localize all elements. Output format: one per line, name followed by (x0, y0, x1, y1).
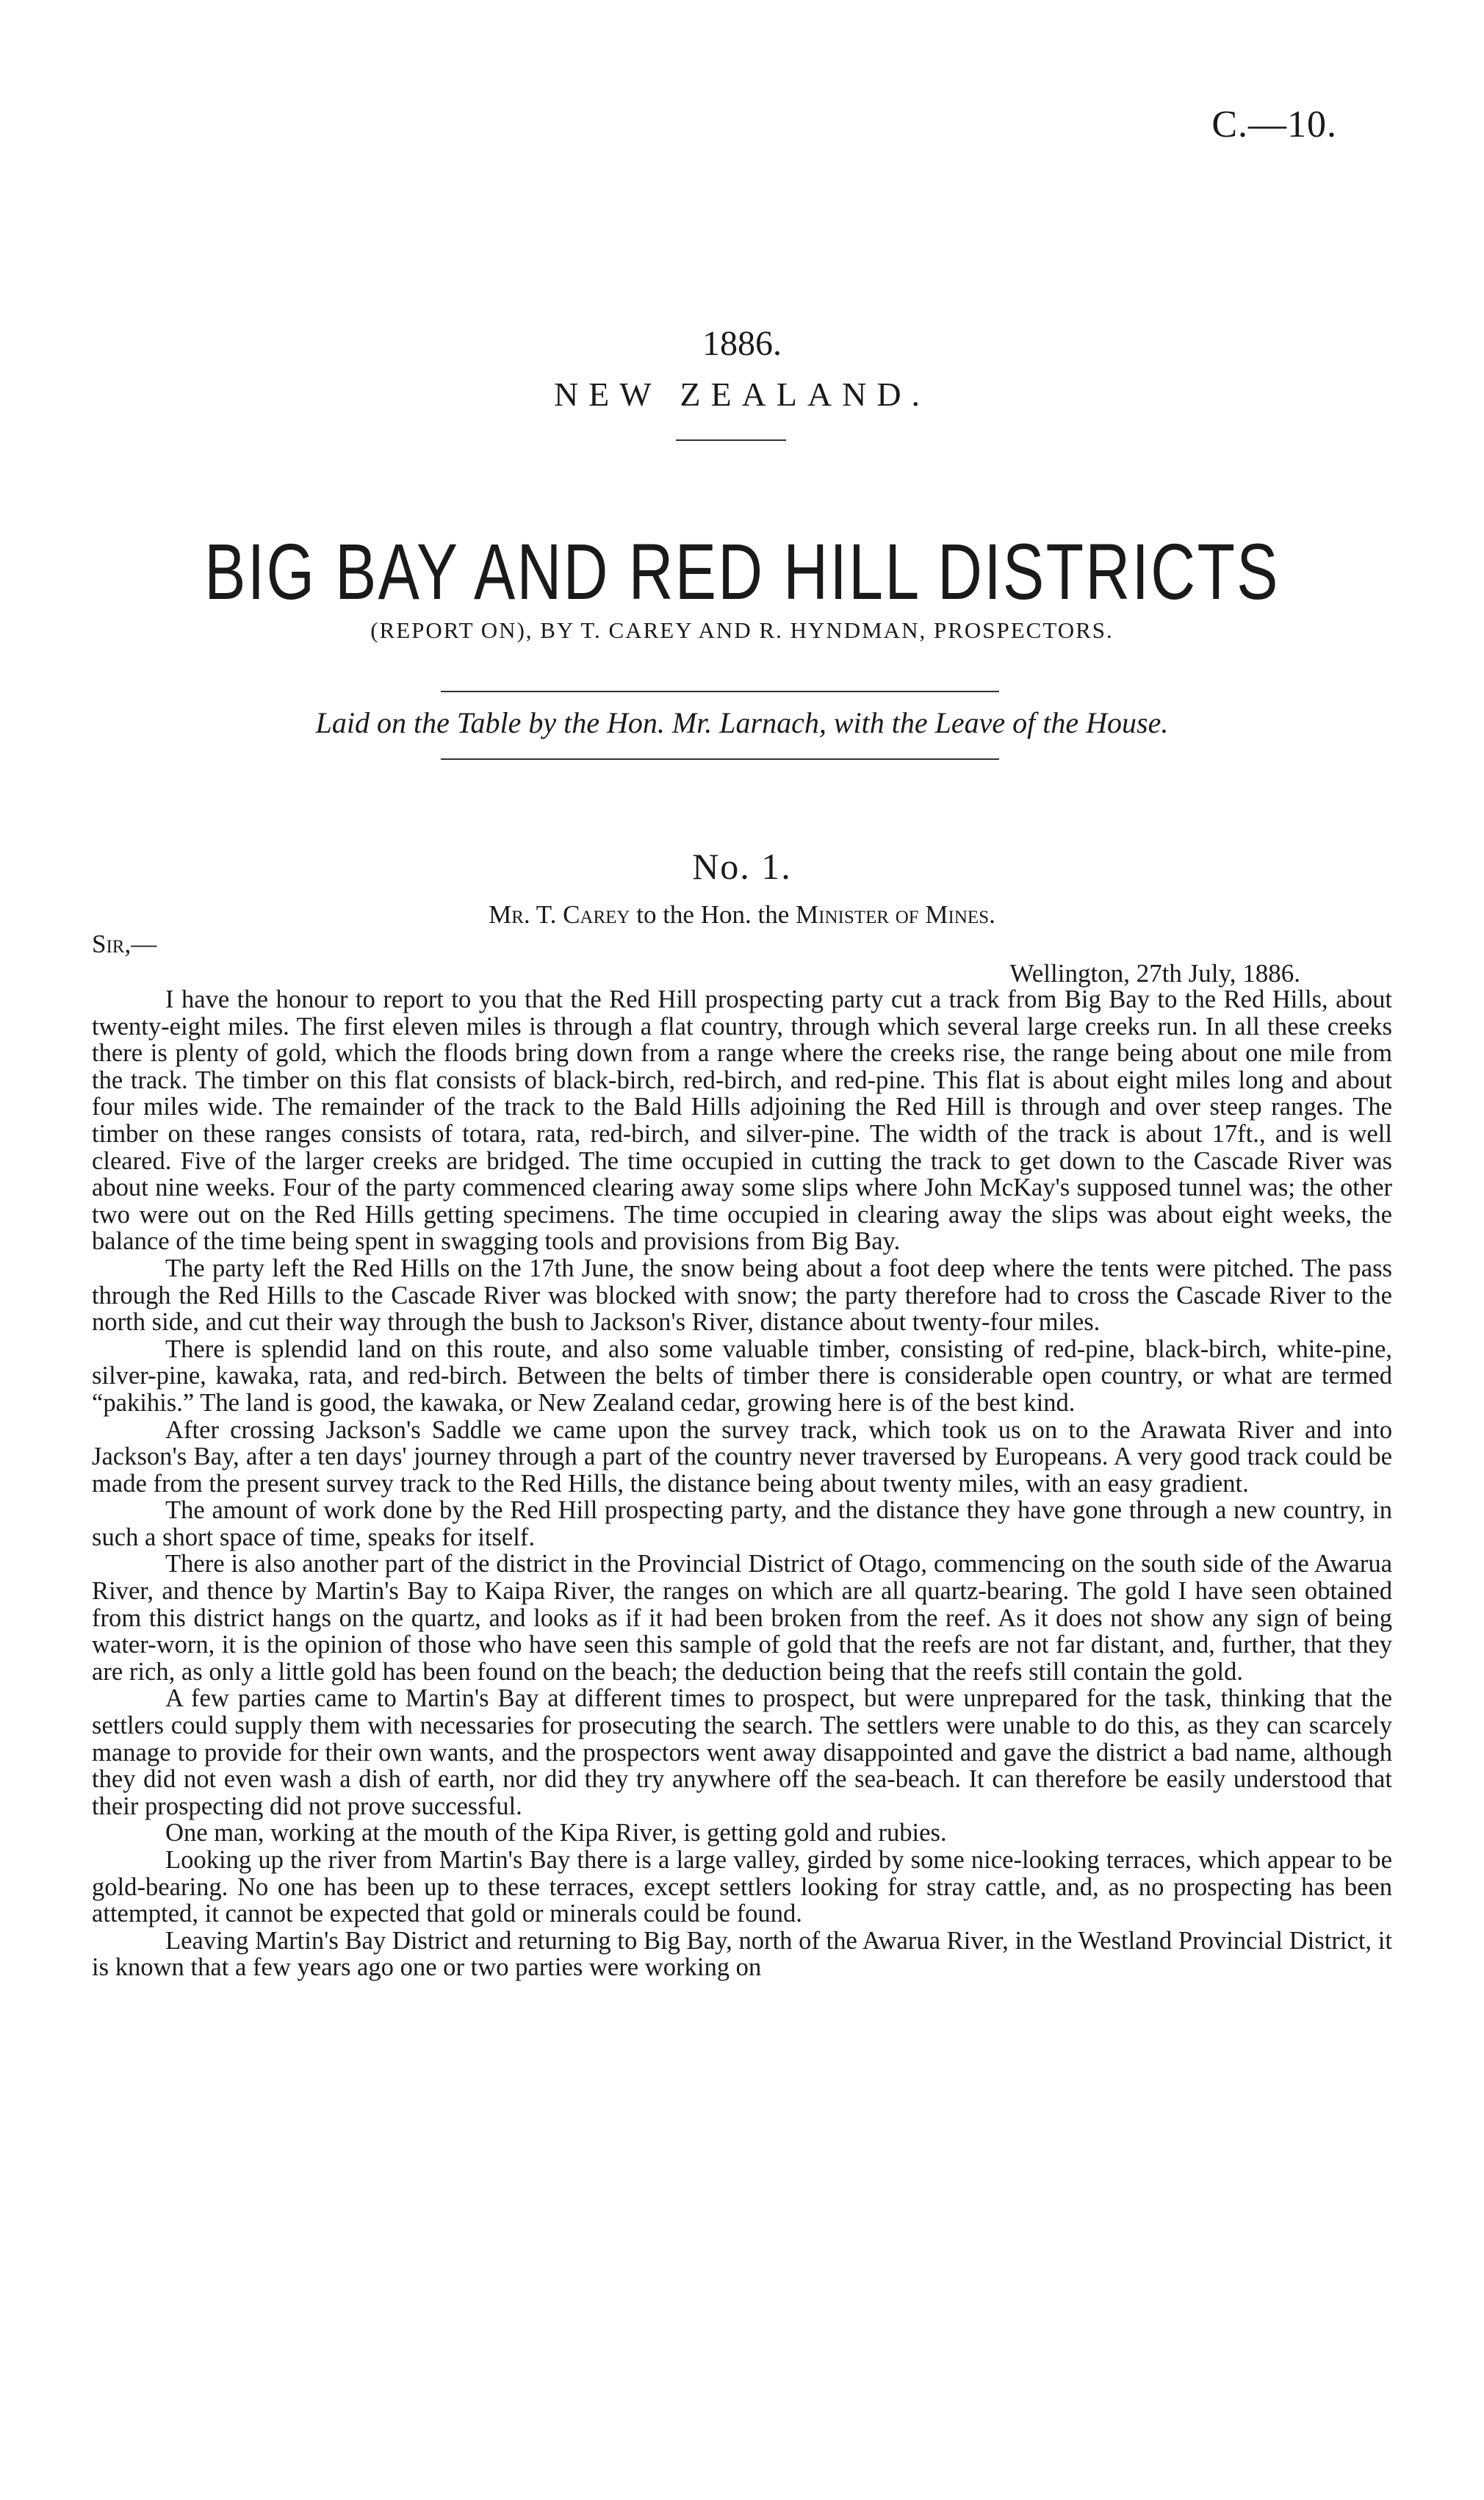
salutation: Sir,— (92, 930, 157, 958)
paragraph: The amount of work done by the Red Hill prospecting party, and the distance they have gone through a new country, in such a short space of time, speaks for itself. (92, 1496, 1392, 1551)
section-number: No. 1. (692, 846, 792, 887)
paragraph: There is also another part of the district in the Provincial District of Otago, commencing on the south side of the Awarua River, and thence by Martin's Bay to Kaipa River, the ranges on which are all quartz-bearing. The gold I have seen obtained from this district hangs on the quartz, and looks as if it had been broken from the reef. As it does not show any sign of being water-worn, it is the opinion of those who have seen this sample of gold that the reefs are not far distant, and, further, that they are rich, as only a little gold has been found on the beach; the deduction being that the reefs still contain the gold. (92, 1550, 1392, 1686)
dateline: Wellington, 27th July, 1886. (1009, 959, 1300, 988)
paragraph: A few parties came to Martin's Bay at different times to prospect, but were unprepared for the task, thinking that the settlers could supply them with necessaries for prosecuting the search. The settlers were unable to do this, as they can scarcely manage to provide for their own wants, and the prospectors went away disappointed and gave the district a bad name, although they did not even wash a dish of earth, nor did they try anywhere off the sea-beach. It can therefore be easily understood that their prospecting did not prove successful. (92, 1684, 1392, 1820)
document-year: 1886. (702, 324, 782, 363)
divider-bottom (441, 758, 999, 760)
letter-sender: Mr. T. Carey (489, 900, 630, 929)
paragraph: I have the honour to report to you that the Red Hill prospecting party cut a track from Big Bay to the Red Hills, about twenty-eight miles. The first eleven miles is through a flat country, through which several large creeks run. In all these creeks there is plenty of gold, which the floods bring down from a range where the creeks rise, the range being about one mile from the track. The timber on this flat consists of black-birch, red-birch, and red-pine. This flat is about eight miles long and about four miles wide. The remainder of the track to the Bald Hills adjoining the Red Hill is through and over steep ranges. The timber on these ranges consists of totara, rata, red-birch, and silver-pine. The width of the track is about 17ft., and is well cleared. Five of the larger creeks are bridged. The time occupied in cutting the track to get down to the Cascade River was about nine weeks. Four of the party commenced clearing away some slips where John McKay's supposed tunnel was; the other two were out on the Red Hills getting specimens. The time occupied in clearing away the slips was about eight weeks, the balance of the time being spent in swagging tools and provisions from Big Bay. (92, 985, 1392, 1256)
letter-body (92, 986, 1392, 1981)
paragraph: After crossing Jackson's Saddle we came upon the survey track, which took us on to the Arawata River and into Jackson's Bay, after a ten days' journey through a part of the country never traversed by Europeans. A very good track could be made from the present survey track to the Red Hills, the distance being about twenty miles, with an easy gradient. (92, 1415, 1392, 1498)
divider-top (441, 691, 999, 692)
laid-on-table-note: Laid on the Table by the Hon. Mr. Larnach, with the Leave of the House. (315, 706, 1169, 739)
letter-connector: to the Hon. the (636, 900, 790, 929)
letter-heading (0, 900, 1484, 930)
parliamentary-paper-reference: C.—10. (1211, 104, 1337, 146)
paragraph: Looking up the river from Martin's Bay there is a large valley, girded by some nice-looking terraces, which appear to be gold-bearing. No one has been up to these terraces, except settlers looking for stray cattle, and, as no prospecting has been attempted, it cannot be expected that gold or minerals could be found. (92, 1846, 1392, 1928)
paragraph: One man, working at the mouth of the Kipa River, is getting gold and rubies. (165, 1819, 947, 1847)
paragraph: The party left the Red Hills on the 17th June, the snow being about a foot deep where the tents were pitched. The pass through the Red Hills to the Cascade River was blocked with snow; the party therefore had to cross the Cascade River to the north side, and cut their way through the bush to Jackson's River, distance about twenty-four miles. (92, 1254, 1392, 1337)
document-title: BIG BAY AND RED HILL DISTRICTS (204, 527, 1280, 616)
letter-recipient: Minister of Mines. (796, 900, 995, 929)
document-country: NEW ZEALAND. (553, 376, 931, 413)
paragraph: Leaving Martin's Bay District and returning to Big Bay, north of the Awarua River, in the Westland Provincial District, it is known that a few years ago one or two parties were working on (92, 1926, 1392, 1982)
short-divider (676, 439, 786, 441)
document-subtitle: (REPORT ON), BY T. CAREY AND R. HYNDMAN, PROSPECTORS. (370, 617, 1114, 643)
paragraph: There is splendid land on this route, and also some valuable timber, consisting of red-pine, black-birch, white-pine, silver-pine, kawaka, rata, and red-birch. Between the belts of timber there is considerable open country, or what are termed “pakihis.” The land is good, the kawaka, or New Zealand cedar, growing here is of the best kind. (92, 1335, 1392, 1417)
